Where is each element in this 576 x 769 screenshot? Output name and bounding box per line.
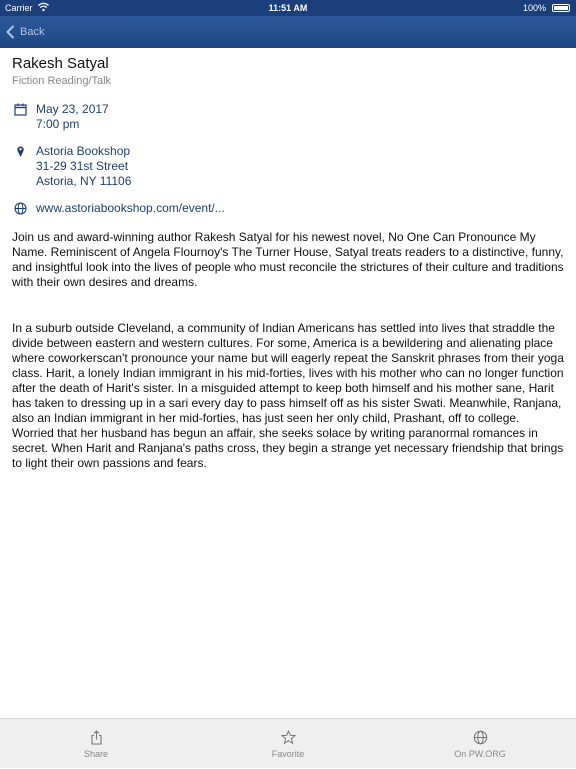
venue-street: 31-29 31st Street: [36, 159, 129, 173]
globe-icon: [14, 202, 27, 215]
battery-icon: [552, 4, 570, 12]
back-label: Back: [20, 26, 45, 38]
event-description-intro: Join us and award-winning author Rakesh Satyal for his newest novel, No One Can Pronounce My Name. Reminiscent of Angela Flournoy's The Turner House, Satyal treats readers to a distinctive, funny, and insightful look into the lives of people who must reconcile the strictures of their culture and traditions with their own desires and dreams.: [12, 230, 564, 289]
favorite-button[interactable]: [258, 719, 318, 769]
event-time: 7:00 pm: [36, 117, 80, 131]
navigation-bar: [0, 16, 576, 48]
star-icon: [281, 730, 296, 745]
share-label: Share: [83, 749, 109, 759]
share-button[interactable]: [66, 719, 126, 769]
bottom-toolbar: [0, 718, 576, 768]
event-detail: [12, 55, 564, 471]
event-location-row[interactable]: [12, 144, 564, 189]
calendar-icon: [14, 103, 27, 116]
event-category: Fiction Reading/Talk: [12, 75, 112, 87]
carrier-label: Carrier: [5, 3, 33, 13]
share-icon: [89, 730, 104, 745]
map-pin-icon: [14, 145, 27, 158]
pw-org-button[interactable]: [440, 719, 520, 769]
event-date-row[interactable]: [12, 102, 564, 132]
back-button[interactable]: [6, 22, 44, 42]
chevron-left-icon: [6, 25, 15, 39]
event-description-synopsis: In a suburb outside Cleveland, a community of Indian Americans has settled into lives that straddle the divide between eastern and western cultures. For some, America is a bewildering and alienating place where coworkerscan't pronounce your name but will eagerly repeat the Sanskrit phrases from their yoga class. Harit, a lonely Indian immigrant in his mid-forties, lives with his mother who can no longer function after the death of Harit's sister. In a misguided attempt to keep both himself and his mother sane, Harit has taken to dressing up in a sari every day to pass himself off as his sister Swati. Meanwhile, Ranjana, also an Indian immigrant in her mid-forties, has just seen her only child, Prashant, off to college. Worried that her husband has begun an affair, she seeks solace by writing paranormal romances in secret. When Harit and Ranjana's paths cross, they begin a strange yet necessary friendship that brings to light their own passions and fears.: [12, 321, 564, 470]
status-bar: [0, 0, 576, 16]
event-url: www.astoriabookshop.com/event/...: [36, 201, 225, 215]
battery-percent: 100%: [522, 3, 546, 13]
venue-city: Astoria, NY 11106: [36, 174, 132, 188]
event-website-row[interactable]: [12, 201, 564, 216]
favorite-label: Favorite: [271, 749, 305, 759]
author-name: Rakesh Satyal: [12, 55, 109, 72]
status-time: 11:51 AM: [268, 3, 308, 13]
event-date: May 23, 2017: [36, 102, 109, 116]
globe-icon: [473, 730, 488, 745]
venue-name: Astoria Bookshop: [36, 144, 131, 158]
pw-org-label: On PW.ORG: [454, 749, 506, 759]
